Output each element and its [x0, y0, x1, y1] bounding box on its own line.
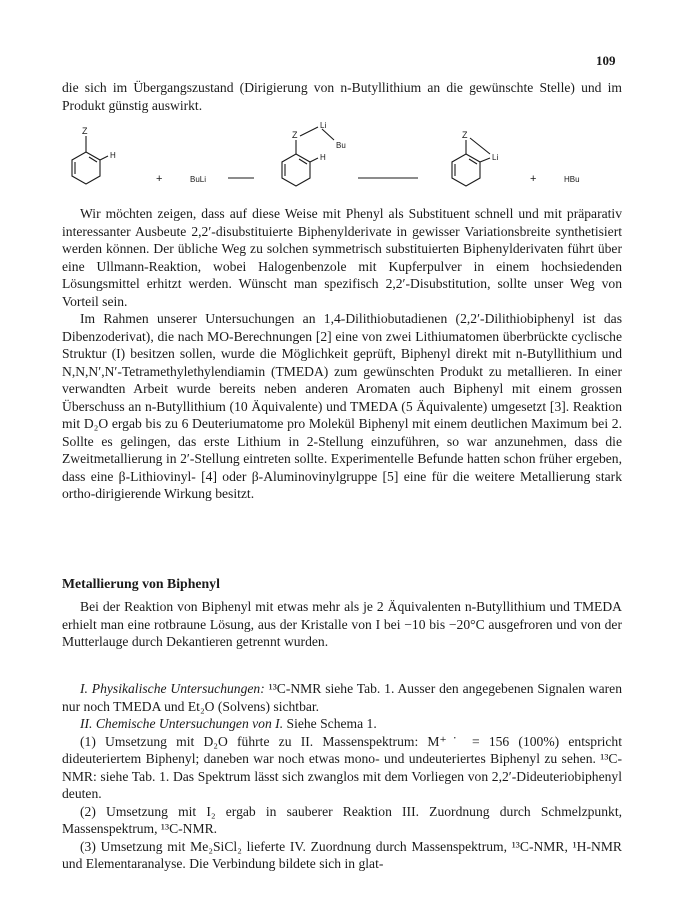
intro-text: die sich im Übergangszustand (Dirigierung von n-Butyllithium an die gewünschte Stelle) und im Produkt günstig auswirkt.: [62, 80, 622, 113]
paragraph-2: Im Rahmen unserer Untersuchungen an 1,4-Dilithiobutadienen (2,2′-Dilithiobiphenyl ist das Dibenzoderivat), die nach MO-Berechnungen [2] eine von zwei Lithiumatomen überbrückte cyclische Struktur (I) besitzen sollen, wurde die Möglichkeit geprüft, Biphenyl direkt mit n-Butyllithium und N,N,N′,N′-Tetramethylethylendiamin (TMEDA) zum gewünschten Produkt zu metallieren. In einer verwandten Arbeit wurde bereits neben anderen Aromaten auch Biphenyl mit einem grossen Überschuss an n-Butyllithium (10 Äquivalente) und TMEDA (5 Äquivalente) umgesetzt [3]. Reaktion mit D₂O ergab bis zu 6 Deuteriumatome pro Molekül Biphenyl mit einem deutlichen Maximum bei 2. Sollte es gelingen, das erste Lithium in 2-Stellung einzuführen, so war anzunehmen, dass die Zweitmetallierung in 2′-Stellung eintreten sollte. Experimentelle Befunde hatten schon früher ergeben, dass eine β-Lithiovinyl- [4] oder β-Aluminovinylgruppe [5] eine für die weitere Metallierung stark ortho-dirigierende Wirkung besitzt.: [62, 311, 622, 501]
reaction-scheme: [56, 118, 616, 200]
scheme-z-3: Z: [462, 130, 468, 140]
main-text-part-2: [62, 598, 622, 651]
main-text-part-1: [62, 205, 622, 503]
item-2: (2) Umsetzung mit I₂ ergab in sauberer Reaktion III. Zuordnung durch Schmelzpunkt, Massenspektrum, ¹³C-NMR.: [62, 803, 622, 836]
item-3: (3) Umsetzung mit Me₂SiCl₂ lieferte IV. Zuordnung durch Massenspektrum, ¹³C-NMR, ¹H-NMR und Elementaranalyse. Die Verbindung bildete sich in glat-: [62, 838, 622, 871]
scheme-reagent: BuLi: [190, 175, 207, 184]
scheme-plus-1: +: [156, 173, 163, 185]
scheme-z-1: Z: [82, 126, 88, 136]
scheme-byproduct: HBu: [564, 175, 580, 184]
section-i-paragraph: [62, 680, 622, 715]
main-text-part-3: [62, 680, 622, 873]
scheme-li-3: Li: [492, 153, 499, 162]
scheme-z-2: Z: [292, 130, 298, 140]
section-i-label: I. Physikalische Untersuchungen:: [80, 681, 265, 696]
benzene-ring-2: [282, 154, 310, 186]
intro-paragraph: [62, 79, 622, 114]
section-ii-text: Siehe Schema 1.: [283, 716, 377, 731]
scheme-bu: Bu: [336, 141, 346, 150]
reaction-scheme-svg: [56, 118, 616, 200]
section-i-text: ¹³C-NMR siehe Tab. 1. Ausser den angegebenen Signalen waren nur noch TMEDA und Et₂O (Solvens) sichtbar.: [62, 681, 623, 714]
page-number: 109: [596, 53, 616, 68]
section-ii-paragraph: [62, 715, 622, 733]
benzene-ring-1: [72, 152, 100, 184]
scheme-h-2: H: [320, 153, 326, 162]
paragraph-1: Wir möchten zeigen, dass auf diese Weise mit Phenyl als Substituent schnell und mit präparativ interessanter Ausbeute 2,2′-disubstituierte Biphenylderivate in gewisser Variationsbreite synthetisiert werden können. Der übliche Weg zu solchen symmetrisch substituierten Biphenylderivaten führt über eine Ullmann-Reaktion, wobei Halogenbenzole mit Kupferpulver in einem hochsiedenden Lösungsmittel erhitzt werden. Wünscht man spezifisch 2,2′-Disubstitution, sollte unser Weg von Vorteil sein.: [62, 206, 622, 309]
scheme-li-top: Li: [320, 121, 327, 130]
scheme-h-1: H: [110, 151, 116, 160]
scheme-plus-2: +: [530, 173, 537, 185]
section-heading: Metallierung von Biphenyl: [62, 576, 220, 591]
benzene-ring-3: [452, 154, 480, 186]
section-ii-label: II. Chemische Untersuchungen von I.: [80, 716, 284, 731]
item-1: (1) Umsetzung mit D₂O führte zu II. Massenspektrum: M⁺˙ = 156 (100%) entspricht dideuteriertem Biphenyl; daneben war noch etwas mono- und undeuteriertes Biphenyl zu sehen. ¹³C-NMR: siehe Tab. 1. Das Spektrum lässt sich zwanglos mit dem Vorliegen von 2,2′-Dideuteriobiphenyl deuten.: [62, 733, 622, 801]
paragraph-3: Bei der Reaktion von Biphenyl mit etwas mehr als je 2 Äquivalenten n-Butyllithium und TMEDA erhielt man eine rotbraune Lösung, aus der Kristalle von I bei −10 bis −20°C ausgefroren und von der Mutterlauge durch Dekantieren getrennt wurden.: [62, 599, 622, 649]
